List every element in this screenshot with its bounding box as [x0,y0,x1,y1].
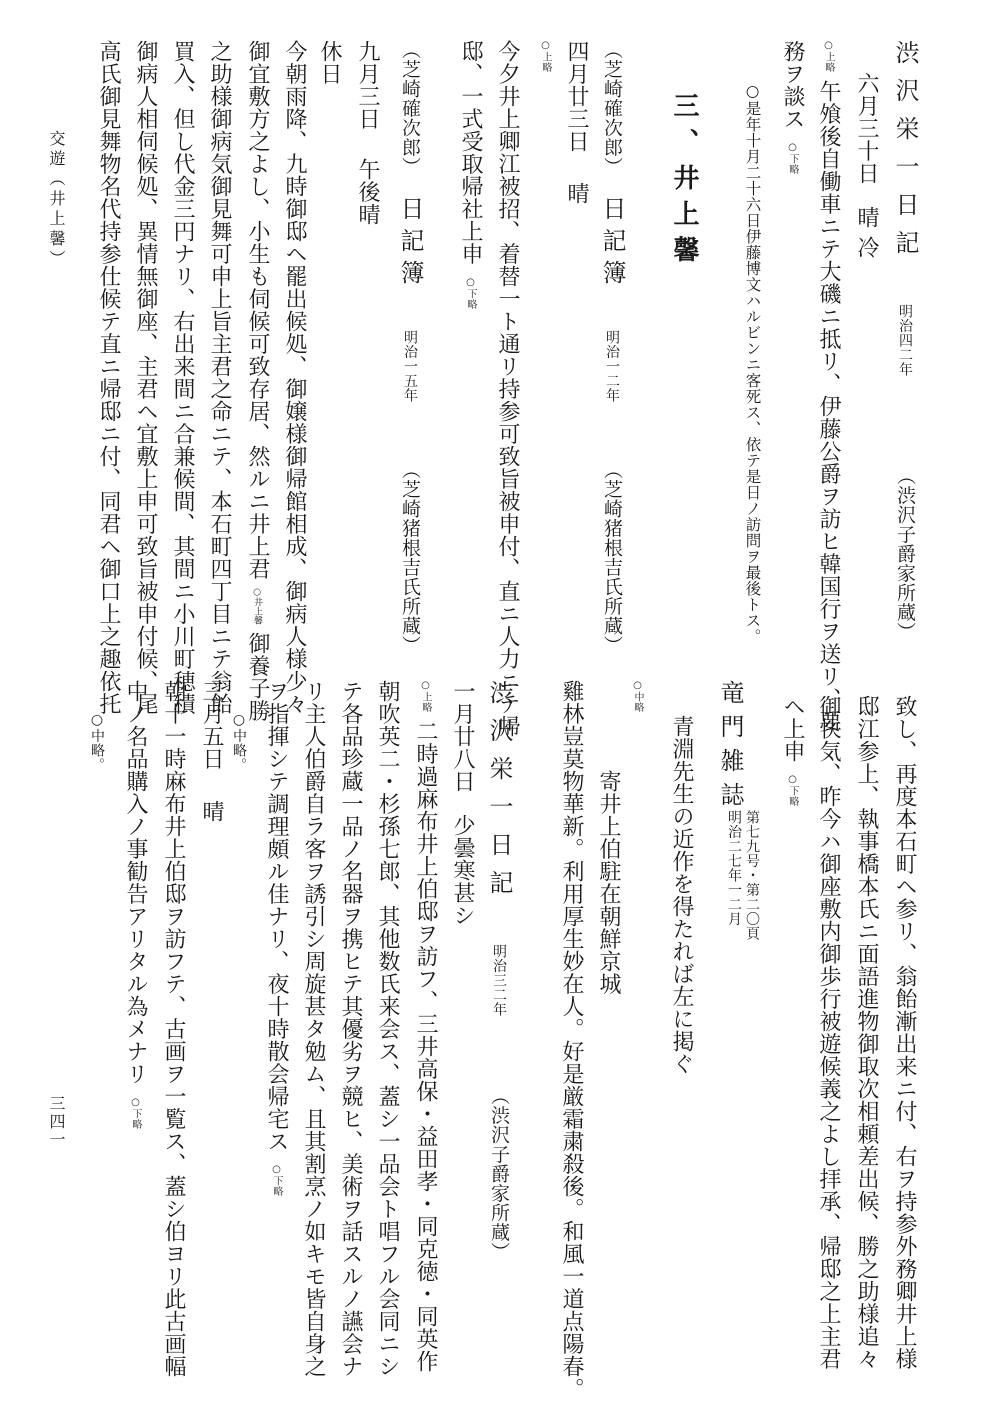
text-line [459,40,481,309]
text-line [781,695,803,807]
text-line: テ各品珍蔵一品ノ名器ヲ携ヒテ其優劣ヲ競ヒ、美術ヲ話スルノ讌会ナ [338,680,363,1378]
entry-weather: 晴冷 [854,206,879,266]
entry-weather: 午後晴 [355,157,380,225]
diary-author: （芝崎確次郎） [399,40,421,177]
text-line: 御病人相伺候処、異情無御座、主君ヘ宜敷上申可致旨被申付候、尾 [133,40,158,715]
section-heading: 三、井上馨 [669,92,699,272]
text-line: 朝十一時麻布井上伯邸ヲ訪フテ、古画ヲ一覧ス、蓋シ伯ヨリ此古画幅 [161,680,186,1378]
entry-date-line [200,680,222,822]
text-line [817,40,839,733]
entry-date: 九月三日 [355,40,380,130]
omission-mark: ○下略 [130,1096,141,1129]
text-line: 朝吹英二・杉孫七郎、其他数氏来会ス、蓋シ一品会ト唱フル会同ニシ [375,680,400,1378]
diary-heading [600,40,624,655]
text-line: リ主人伯爵自ラ客ヲ誘引シ周旋甚タ勉ム、且其割烹ノ如キモ皆自身之 [301,680,326,1378]
page-number: 三四一 [47,1095,66,1149]
text-line-content: 御養子勝 [245,632,270,722]
entry-date: 一月廿八日 [450,680,475,793]
poem-text: 雞林豈莫物華新。利用厚生妙在人。好是厳霜粛殺後。和風一道点陽春。 [559,680,584,1400]
diary-source: （渋沢子爵家所蔵） [894,465,916,641]
omission-mark: ○中略。 [89,712,105,772]
text-line: 邸江参上、執事橋本氏ニ面語進物御取次相頼差出候、勝之助様追々 [854,695,879,1370]
text-line-content: 中ノ名品購入ノ事勧告アリタル為メナリ [123,680,148,1085]
journal-date: 明治二七年一二月 [726,810,742,926]
text-line: 買入、但し代金三円ナリ、右出来間ニ合兼候間、其間ニ小川町穂積 [170,40,195,715]
text-line: 致し、再度本石町ヘ参リ、翁飴漸出来ニ付、右ヲ持参外務卿井上様 [892,695,917,1370]
entry-date-line [565,40,587,205]
text-line: 今朝雨降、九時御邸ヘ罷出候処、御嬢様御帰館相成、御病人様少々 [282,40,307,715]
journal-issue: 第七九号・第二〇頁 [744,810,760,941]
text-line-content: 二時過麻布井上伯邸ヲ訪フ、三井高保・益田孝・同克徳・同英作 [413,720,438,1373]
text-line-content: ヲ指揮シテ調理頗ル佳ナリ、夜十時散会帰宅ス [264,680,289,1153]
entry-date-line [855,72,877,266]
entry-date-line [451,680,473,927]
entry-date: 三月五日 [199,680,224,770]
diary-title: 日記簿 [598,196,626,292]
annotation-note: ○是年十月二十六日伊藤博文ハルビンニ客死ス、依テ是日ノ訪問ヲ最後トス。 [743,82,762,645]
diary-heading [398,40,422,655]
omission-mark: ○中略。 [231,712,247,772]
entry-date-line [356,40,378,225]
omission-mark: ○下略 [465,276,476,309]
diary-title: 日記簿 [396,196,424,292]
journal-title: 竜門雑誌 [716,680,744,816]
text-line [781,40,803,174]
diary-source: （渋沢子爵家所蔵） [488,1085,510,1261]
diary-source: （芝崎猪根吉氏所蔵） [399,459,421,655]
diary-year: 明治一二年 [604,329,620,402]
text-line-content: 邸、一式受取帰社上申 [458,40,483,265]
text-line: 御快気、昨今ハ御座敷内御歩行被遊候義之よし拝承、帰邸之上主君 [816,695,841,1370]
diary-year: 明治三二年 [491,943,507,1016]
text-line [124,680,146,1129]
omission-mark: ○下略 [271,1164,282,1197]
entry-date: 四月廿三日 [564,40,589,153]
diary-year: 明治四二年 [897,303,913,376]
omission-mark: ○上略 [540,40,551,73]
omission-mark: ○上略 [823,40,834,73]
diary-author: （芝崎確次郎） [601,40,623,177]
entry-weather: 晴 [199,799,224,822]
diary-heading [893,40,917,641]
text-line [265,680,287,1197]
text-line: 青淵先生の近作を得たれば左に掲ぐ [669,715,694,1075]
diary-heading [487,680,511,1261]
text-line-content: 務ヲ談ス [780,40,805,130]
entry-weather: 晴 [564,182,589,205]
text-line: 休日 [317,40,342,85]
entry-date: 六月三十日 [854,72,879,185]
diary-title: 渋沢栄一日記 [485,680,513,908]
entry-weather: 少曇寒甚シ [450,814,475,927]
omission-mark: ○中略 [632,680,643,713]
running-head: 交遊（井上馨） [47,130,66,270]
omission-mark: ○下略 [787,141,798,174]
inline-note: ○井上馨 [252,587,262,625]
text-line: 之助様御病気御見舞可申上旨主君之命ニテ、本石町四丁目ニテ翁飴 [207,40,232,715]
text-line: 今夕井上卿江被招、着替一ト通リ持参可致旨被申付、直ニ人力ニテ帰 [495,40,520,738]
omission-mark: ○上略 [420,680,431,713]
text-line-content: ヘ上申 [780,695,805,763]
text-line [246,40,268,722]
text-line-content: 御宜敷方之よし、小生も伺候可致存居、然ルニ井上君 [245,40,270,580]
journal-heading [718,680,742,816]
diary-source: （芝崎猪根吉氏所蔵） [601,459,623,655]
text-line: 高氏御見舞物名代持参仕候テ直ニ帰邸ニ付、同君ヘ御口上之趣依托 [96,40,121,715]
diary-title: 渋沢栄一日記 [891,40,919,268]
poem-title: 寄井上伯駐在朝鮮京城 [596,770,621,995]
text-line [414,680,436,1373]
text-line-content: 午飧後自働車ニテ大磯ニ抵リ、伊藤公爵ヲ訪ヒ韓国行ヲ送リ、要 [816,80,841,733]
omission-mark: ○下略 [787,774,798,807]
diary-year: 明治一五年 [402,329,418,402]
